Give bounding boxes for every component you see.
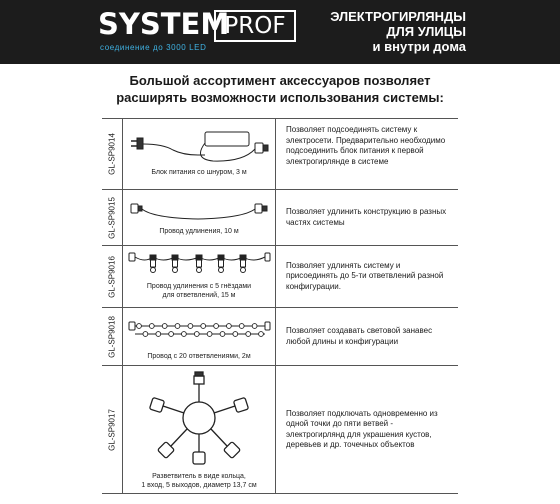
brand-subtitle: соединение до 3000 LED <box>100 43 207 52</box>
table-row <box>102 308 458 366</box>
intro-line: расширять возможности использования системы: <box>116 90 444 105</box>
item-caption-line: Разветвитель в виде кольца, <box>152 473 246 480</box>
item-description <box>276 308 458 365</box>
branch-socket <box>227 324 232 329</box>
item-caption-line: 1 вход, 5 выходов, диаметр 13,7 см <box>141 482 257 489</box>
header-title <box>266 9 466 54</box>
item-description <box>276 366 458 493</box>
branch-socket <box>214 324 219 329</box>
branch-socket <box>233 332 238 337</box>
item-description: Позволяет подсоединять систему к электросети. Предварительно необходимо подсоединить блок питания к первой электрогирлянде в системе <box>286 125 446 166</box>
branch-socket <box>169 332 174 337</box>
item-code: GL-SP9015 <box>107 196 117 239</box>
table-row <box>102 366 458 494</box>
branch-socket <box>162 324 167 329</box>
header-banner <box>0 0 560 64</box>
code-cell <box>102 366 123 493</box>
table-row <box>102 190 458 246</box>
item-caption-line: Провод удлинения с 5 гнёздами <box>146 283 252 290</box>
branch-socket <box>207 332 212 337</box>
item-description <box>276 246 458 307</box>
branch-socket <box>220 332 225 337</box>
code-cell <box>102 246 123 307</box>
branch-socket <box>137 324 142 329</box>
table-row <box>102 246 458 308</box>
branch-socket <box>182 332 187 337</box>
table-row <box>102 118 458 190</box>
branch-socket <box>252 324 257 329</box>
picture-cell <box>123 190 276 245</box>
brand-logo-box: PROF <box>214 10 296 42</box>
item-caption <box>123 282 275 300</box>
picture-cell <box>123 246 276 307</box>
item-code: GL-SP9016 <box>107 255 117 298</box>
item-caption-line: для ответвлений, 15 м <box>162 292 236 299</box>
branch-socket <box>143 332 148 337</box>
item-code: GL-SP9018 <box>107 315 117 358</box>
branch-socket <box>149 324 154 329</box>
item-code: GL-SP9014 <box>107 133 117 175</box>
header-title-line: ЭЛЕКТРОГИРЛЯНДЫ <box>330 9 466 24</box>
item-description-text: Позволяет подключать одновременно из одной точки до пяти ветвей - электрогирлянд для украшения кустов, деревьев и др. точечных объектов <box>286 408 438 449</box>
header-title-line: и внутри дома <box>372 39 466 54</box>
extension-cable-icon <box>123 190 275 246</box>
item-caption: Блок питания со шнуром, 3 м <box>151 169 247 176</box>
code-cell <box>102 308 123 365</box>
branch-socket <box>188 324 193 329</box>
accessory-table <box>102 118 458 494</box>
item-description-text: Позволяет удлинить конструкцию в разных частях системы <box>286 207 447 227</box>
branch-socket <box>201 324 206 329</box>
item-caption: Провод с 20 ответвлениями, 2м <box>147 353 251 360</box>
picture-cell <box>123 366 276 493</box>
picture-cell <box>123 119 276 189</box>
branch-socket <box>194 332 199 337</box>
branch-socket <box>156 332 161 337</box>
branch-socket <box>239 324 244 329</box>
item-description-text: Позволяет удлинять систему и присоединять до 5-ти ответвлений разной конфигурации. <box>286 260 444 291</box>
branch-socket <box>175 324 180 329</box>
power-supply-icon <box>123 119 275 191</box>
intro-heading <box>100 72 460 106</box>
header-title-line: ДЛЯ УЛИЦЫ <box>386 24 466 39</box>
branch-socket <box>246 332 251 337</box>
intro-line: Большой ассортимент аксессуаров позволяет <box>129 73 431 88</box>
brand-logo: SYSTEM <box>98 7 230 41</box>
item-code: GL-SP9017 <box>107 408 117 451</box>
item-description-text: Позволяет создавать световой занавес любой длины и конфигурации <box>286 326 433 346</box>
code-cell <box>102 119 123 189</box>
picture-cell <box>123 308 276 365</box>
item-caption: Провод удлинения, 10 м <box>159 228 239 235</box>
item-description <box>276 190 458 245</box>
code-cell <box>102 190 123 245</box>
item-caption <box>123 472 275 490</box>
branch-socket <box>259 332 264 337</box>
